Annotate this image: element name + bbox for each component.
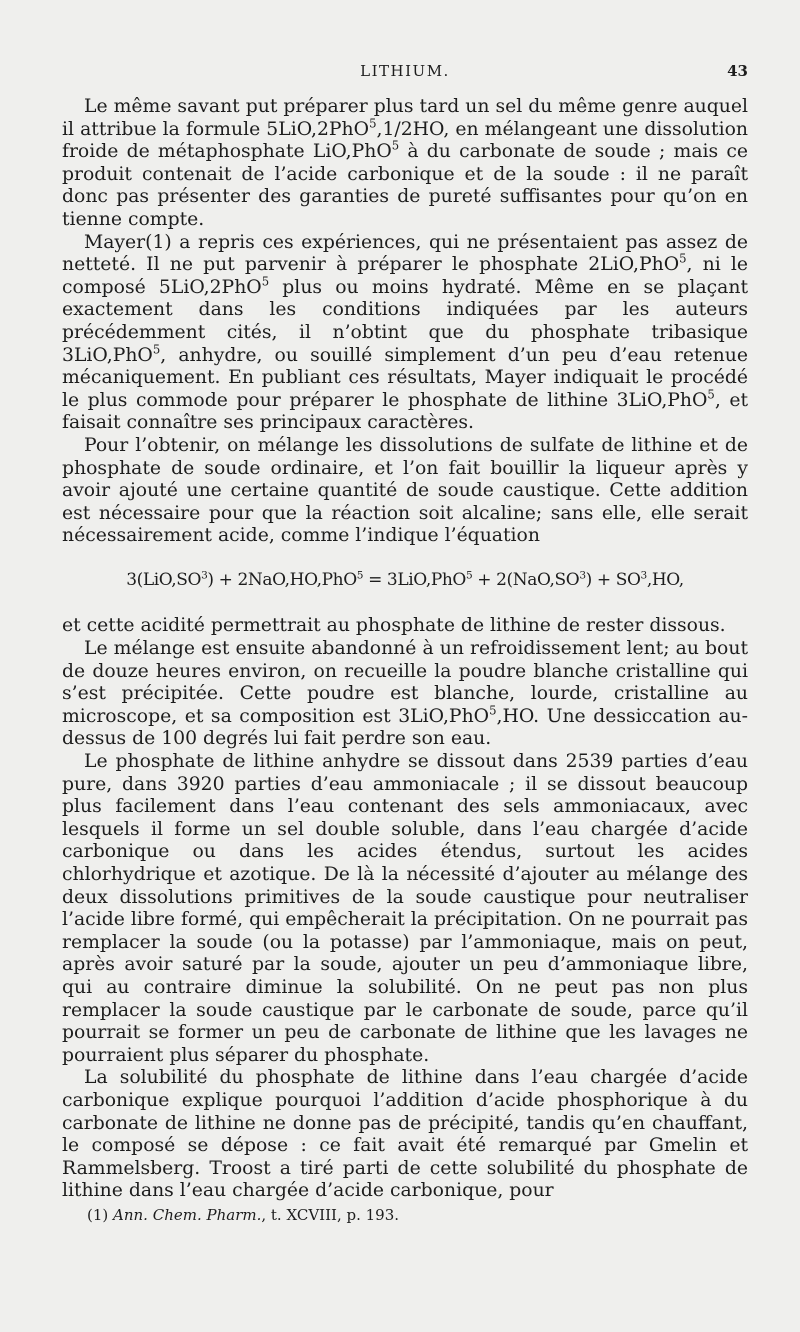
- chemical-equation: $3(LiO,SO^3) + 2NaO,HO,PhO^5 = 3LiO,PhO^5 + 2(NaO,SO^3) + SO^3,HO$,: [126, 569, 684, 590]
- footnote-source: Ann. Chem. Pharm.: [113, 1206, 262, 1224]
- paragraph-2: Mayer(1) a repris ces expériences, qui ne présentaient pas assez de netteté. Il ne put parvenir à préparer le phosphate 2LiO,PhO$^5$, ni le composé 5LiO,2PhO$^5$ plus ou moins hydraté. Même en se plaçant exactement dans les conditions indiquées par les auteurs précédemment cités, il n’obtint que du phosphate tribasique 3LiO,PhO$^5$, anhydre, ou souillé simplement d’un peu d’eau retenue mécaniquement. En publiant ces résultats, Mayer indiquait le procédé le plus commode pour préparer le phosphate de lithine 3LiO,PhO$^5$, et faisait connaître ses principaux caractères.: [62, 231, 748, 434]
- paragraph-6: Le phosphate de lithine anhydre se dissout dans 2539 parties d’eau pure, dans 3920 parties d’eau ammoniacale ; il se dissout beaucoup plus facilement dans l’eau contenant des sels ammoniacaux, avec lesquels il forme un sel double soluble, dans l’eau chargée d’acide carbonique ou dans les acides étendus, surtout les acides chlorhydrique et azotique. De là la nécessité d’ajouter au mélange des deux dissolutions primitives de la soude caustique pour neutraliser l’acide libre formé, qui empêcherait la précipitation. On ne pourrait pas remplacer la soude (ou la potasse) par l’ammoniaque, mais on peut, après avoir saturé par la soude, ajouter un peu d’ammoniaque libre, qui au contraire diminue la solubilité. On ne peut pas non plus remplacer la soude caustique par le carbonate de soude, parce qu’il pourrait se former un peu de carbonate de lithine que les lavages ne pourraient plus séparer du phosphate.: [62, 751, 748, 1066]
- page-header: [62, 62, 748, 84]
- paragraph-4: et cette acidité permettrait au phosphate de lithine de rester dissous.: [62, 615, 726, 637]
- page-body: [62, 96, 748, 1203]
- paragraph-1: Le même savant put préparer plus tard un sel du même genre auquel il attribue la formule 5LiO,2PhO$^5$,1/2HO, en mélangeant une dissolution froide de métaphosphate LiO,PhO$^5$ à du carbonate de soude ; mais ce produit contenait de l’acide carbonique et de la soude : il ne paraît donc pas présenter des garanties de pureté suffisantes pour qu’on en tienne compte.: [62, 96, 749, 230]
- paragraph-3: Pour l’obtenir, on mélange les dissolutions de sulfate de lithine et de phosphate de soude ordinaire, et l’on fait bouillir la liqueur après y avoir ajouté une certaine quantité de soude caustique. Cette addition est nécessaire pour que la réaction soit alcaline; sans elle, elle serait nécessairement acide, comme l’indique l’équation: [62, 434, 748, 547]
- page-number: 43: [727, 62, 748, 80]
- paragraph-7: La solubilité du phosphate de lithine dans l’eau chargée d’acide carbonique explique pourquoi l’addition d’acide phosphorique à du carbonate de lithine ne donne pas de précipité, tandis qu’en chauffant, le composé se dépose : ce fait avait été remarqué par Gmelin et Rammelsberg. Troost a tiré parti de cette solubilité du phosphate de lithine dans l’eau chargée d’acide carbonique, pour: [62, 1067, 748, 1202]
- footnote: (1) Ann. Chem. Pharm., t. XCVIII, p. 193.: [87, 1206, 400, 1224]
- paragraph-5: Le mélange est ensuite abandonné à un refroidissement lent; au bout de douze heures environ, on recueille la poudre blanche cristalline qui s’est précipitée. Cette poudre est blanche, lourde, cristalline au microscope, et sa composition est 3LiO,PhO$^5$,HO. Une dessiccation au-dessus de 100 degrés lui fait perdre son eau.: [62, 638, 748, 750]
- running-title: LITHIUM.: [360, 62, 450, 80]
